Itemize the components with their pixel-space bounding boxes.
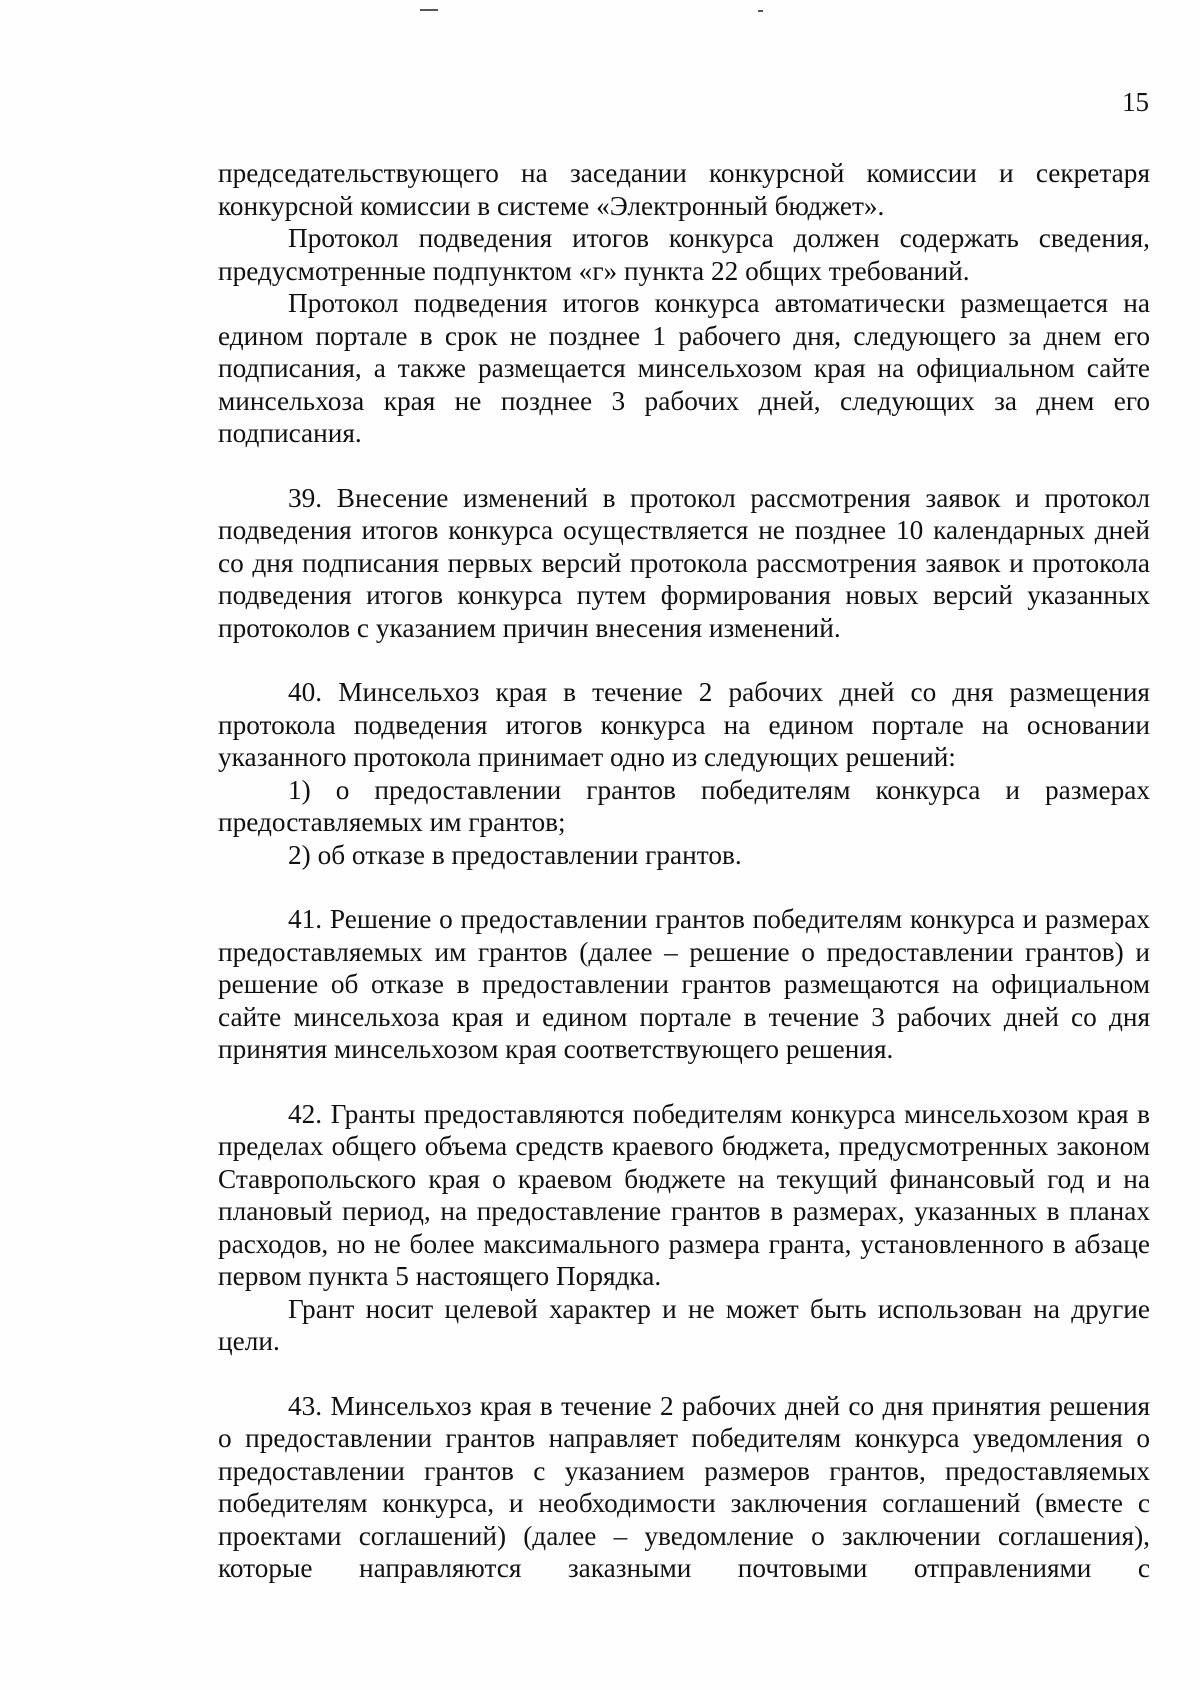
paragraph: председательствующего на заседании конкурсной комиссии и секретаря конкурсной комиссии в системе «Электронный бюджет». — [218, 158, 1150, 221]
paragraph: Протокол подведения итогов конкурса автоматически размещается на едином портале в срок не позднее 1 рабочего дня, следующего за днем его подписания, а также размещается минсельхозом края на официальном сайте минсельхоза края не позднее 3 рабочих дней, следующих за днем его подписания. — [218, 288, 1150, 448]
paragraph: 43. Минсельхоз края в течение 2 рабочих дней со дня принятия решения о предоставлении грантов направляет победителям конкурса уведомления о предоставлении грантов с указанием размеров грантов, предоставляемых победителям конкурса, и необходимости заключения соглашений (вместе с проектами соглашений) (далее – уведомление о заключении соглашения), которые направляются заказными почтовыми отправлениями с — [218, 1390, 1150, 1583]
scan-mark — [420, 9, 438, 11]
paragraph: Грант носит целевой характер и не может быть использован на другие цели. — [218, 1293, 1150, 1356]
scan-mark — [758, 10, 763, 12]
paragraph: 42. Гранты предоставляются победителям конкурса минсельхозом края в пределах общего объема средств краевого бюджета, предусмотренных законом Ставропольского края о краевом бюджете на текущий финансовый год и на плановый период, на предоставление грантов в размерах, указанных в планах расходов, но не более максимального размера гранта, установленного в абзаце первом пункта 5 настоящего Порядка. — [218, 1098, 1150, 1291]
list-item: 2) об отказе в предоставлении грантов. — [288, 839, 742, 870]
paragraph: 40. Минсельхоз края в течение 2 рабочих дней со дня размещения протокола подведения итогов конкурса на едином портале на основании указанного протокола принимает одно из следующих решений: — [218, 677, 1150, 772]
list-item: 1) о предоставлении грантов победителям конкурса и размерах предоставляемых им грантов; — [218, 774, 1150, 837]
document-body — [218, 157, 1150, 1585]
paragraph: 41. Решение о предоставлении грантов победителям конкурса и размерах предоставляемых им грантов (далее – решение о предоставлении грантов) и решение об отказе в предоставлении грантов размещаются на официальном сайте минсельхоза края и едином портале в течение 3 рабочих дней со дня принятия минсельхозом края соответствующего решения. — [218, 904, 1150, 1064]
paragraph: Протокол подведения итогов конкурса должен содержать сведения, предусмотренные подпунктом «г» пункта 22 общих требований. — [218, 223, 1150, 286]
paragraph: 39. Внесение изменений в протокол рассмотрения заявок и протокол подведения итогов конкурса осуществляется не позднее 10 календарных дней со дня подписания первых версий протокола рассмотрения заявок и протокола подведения итогов конкурса путем формирования новых версий указанных протоколов с указанием причин внесения изменений. — [218, 482, 1150, 643]
page-number: 15 — [1122, 87, 1149, 117]
